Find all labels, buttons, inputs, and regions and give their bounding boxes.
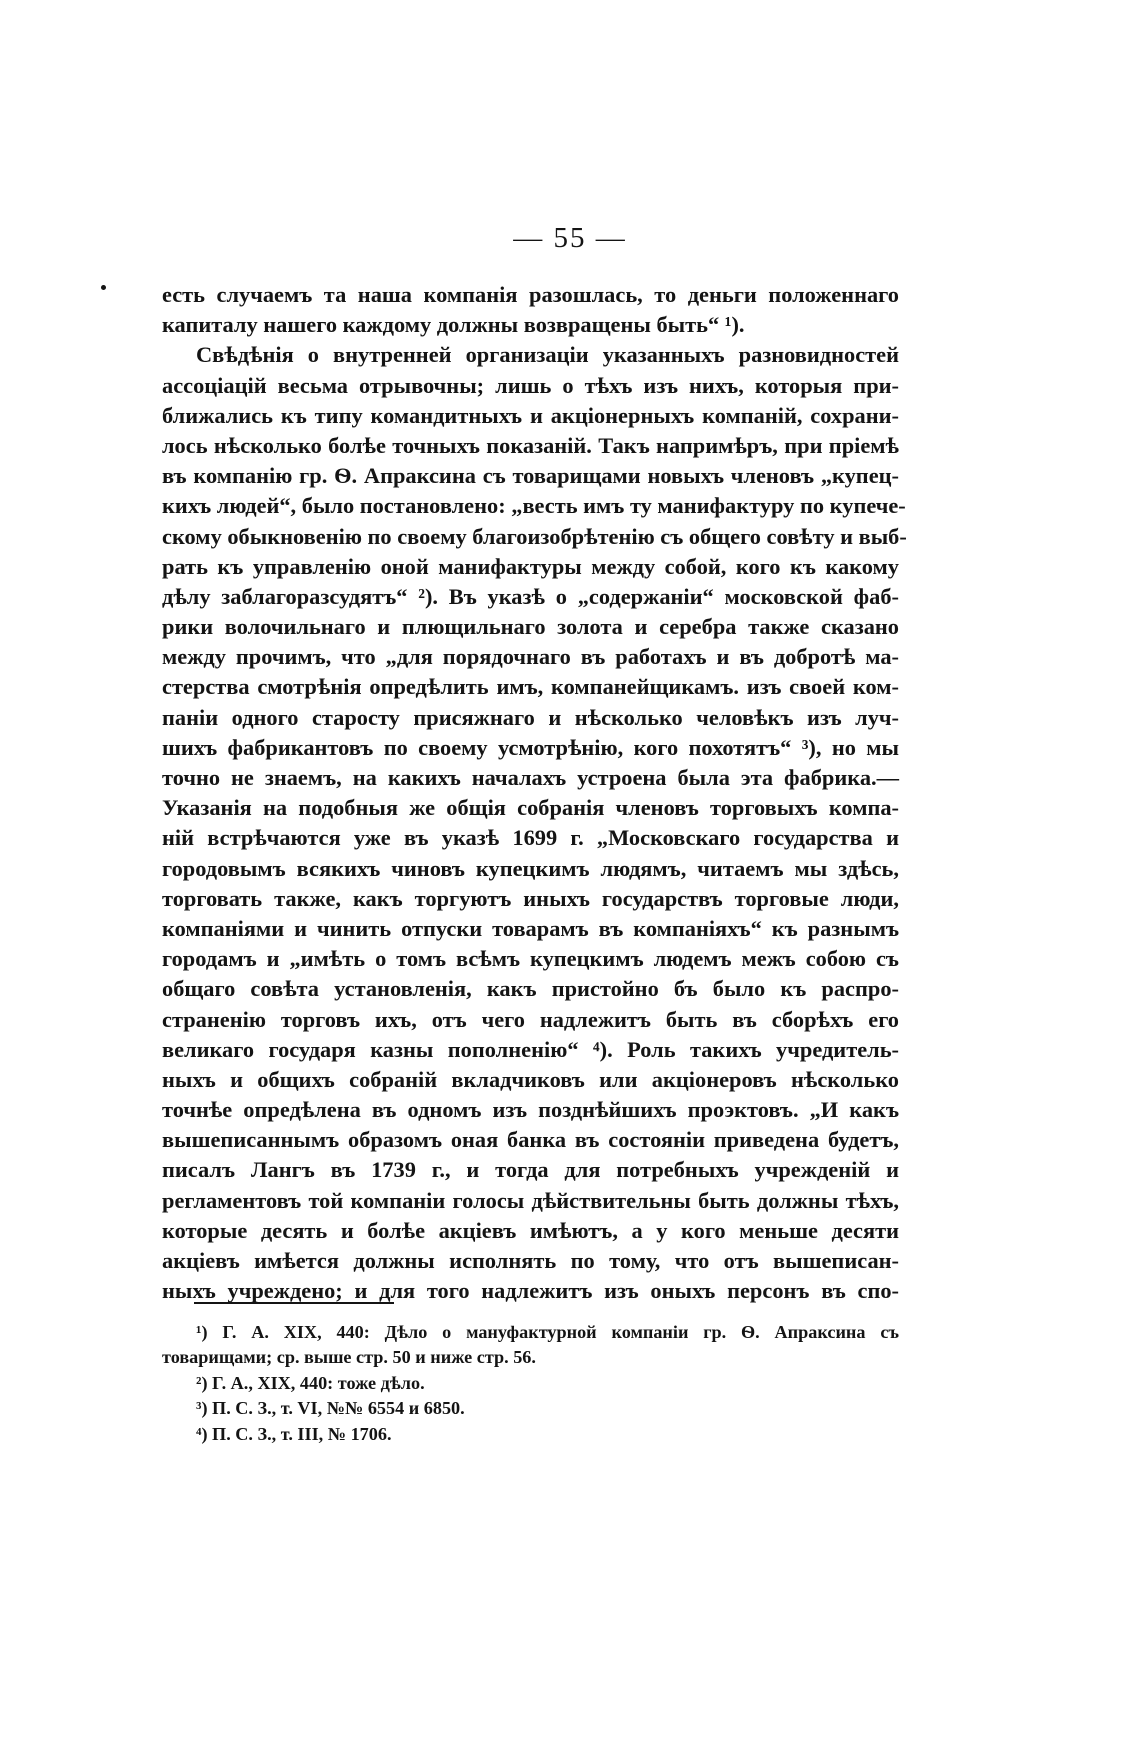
footnote-divider — [194, 1302, 394, 1304]
text-line: есть случаемъ та наша компанія разошлась, то деньги положеннаго — [162, 282, 899, 307]
footnote-line: ¹) Г. А. XIX, 440: Дѣло о мануфактурной компаніи гр. Ѳ. Апраксина съ — [196, 1322, 899, 1342]
text-line: ній встрѣчаются уже въ указѣ 1699 г. „Московскаго государства и — [162, 825, 899, 851]
text-line: ближались къ типу командитныхъ и акціонерныхъ компаній, сохрани- — [162, 402, 899, 428]
footnote-line: ⁴) П. С. З., т. III, № 1706. — [196, 1423, 392, 1444]
text-line: ныхъ учреждено; и для того надлежитъ изъ оныхъ персонъ въ спо- — [162, 1278, 899, 1304]
text-line: ассоціацій весьма отрывочны; лишь о тѣхъ изъ нихъ, которыя при- — [162, 372, 899, 398]
text-line: въ компанію гр. Ѳ. Апраксина съ товарищами новыхъ членовъ „купец- — [162, 463, 899, 489]
text-line: общаго совѣта установленія, какъ пристойно бъ было къ распро- — [162, 976, 899, 1002]
text-line: городовымъ всякихъ чиновъ купецкимъ людямъ, читаемъ мы здѣсь, — [162, 855, 899, 881]
footnote-line: товарищами; ср. выше стр. 50 и ниже стр. 56. — [162, 1347, 536, 1368]
text-line: рать къ управленію оной манифактуры между собой, кого къ какому — [162, 553, 899, 579]
text-line: писалъ Лангъ въ 1739 г., и тогда для потребныхъ учрежденій и — [162, 1157, 899, 1183]
footnote-line: ²) Г. А., XIX, 440: тоже дѣло. — [196, 1372, 425, 1393]
text-line: шихъ фабрикантовъ по своему усмотрѣнію, кого похотятъ“ ³), но мы — [162, 734, 899, 760]
text-line: регламентовъ той компаніи голосы дѣйствительны быть должны тѣхъ, — [162, 1187, 899, 1213]
text-line: точно не знаемъ, на какихъ началахъ устроена была эта фабрика.— — [162, 765, 899, 790]
footnote-line: ³) П. С. З., т. VI, №№ 6554 и 6850. — [196, 1398, 465, 1419]
text-line: которые десять и болѣе акціевъ имѣютъ, а у кого меньше десяти — [162, 1217, 899, 1243]
text-line: компаніями и чинить отпуски товарамъ въ компаніяхъ“ къ разнымъ — [162, 915, 899, 941]
margin-dot — [101, 285, 106, 290]
text-line: между прочимъ, что „для порядочнаго въ работахъ и въ добротѣ ма- — [162, 644, 899, 670]
text-line: вышеписаннымъ образомъ оная банка въ состояніи приведена будетъ, — [162, 1127, 899, 1153]
text-line: рики волочильнаго и плющильнаго золота и серебра также сказано — [162, 614, 899, 640]
text-line: страненію торговъ ихъ, отъ чего надлежитъ быть въ сборѣхъ его — [162, 1006, 899, 1032]
text-line: ныхъ и общихъ собраній вкладчиковъ или акціонеровъ нѣсколько — [162, 1066, 899, 1092]
text-line: дѣлу заблагоразсудятъ“ ²). Въ указѣ о „содержаніи“ московской фаб- — [162, 583, 899, 609]
page-number: — 55 — — [513, 222, 627, 254]
text-line: кихъ людей“, было постановлено: „весть имъ ту манифактуру по купече- — [162, 493, 906, 519]
main-text — [162, 280, 907, 1306]
text-line: городамъ и „имѣть о томъ всѣмъ купецкимъ людемъ межъ собою съ — [162, 946, 899, 972]
text-line: Свѣдѣнія о внутренней организаціи указанныхъ разновидностей — [196, 342, 899, 368]
text-line: стерства смотрѣнія опредѣлить имъ, компанейщикамъ. изъ своей ком- — [162, 674, 899, 700]
text-line: паніи одного старосту присяжнаго и нѣсколько человѣкъ изъ луч- — [162, 704, 899, 730]
text-line: точнѣе опредѣлена въ одномъ изъ позднѣйшихъ проэктовъ. „И какъ — [162, 1097, 899, 1123]
text-line: великаго государя казны пополненію“ ⁴). Роль такихъ учредитель- — [162, 1036, 899, 1062]
text-line: торговать также, какъ торгуютъ иныхъ государствъ торговые люди, — [162, 885, 899, 911]
text-line: скому обыкновенію по своему благоизобрѣтенію съ общего совѣту и выб- — [162, 523, 907, 549]
text-line: капиталу нашего каждому должны возвращены быть“ ¹). — [162, 312, 745, 338]
footnotes — [162, 1320, 899, 1447]
text-line: Указанія на подобныя же общія собранія членовъ торговыхъ компа- — [162, 795, 899, 821]
text-line: акціевъ имѣется должны исполнять по тому, что отъ вышеписан- — [162, 1248, 899, 1273]
text-line: лось нѣсколько болѣе точныхъ показаній. Такъ напримѣръ, при пріемѣ — [162, 432, 899, 458]
